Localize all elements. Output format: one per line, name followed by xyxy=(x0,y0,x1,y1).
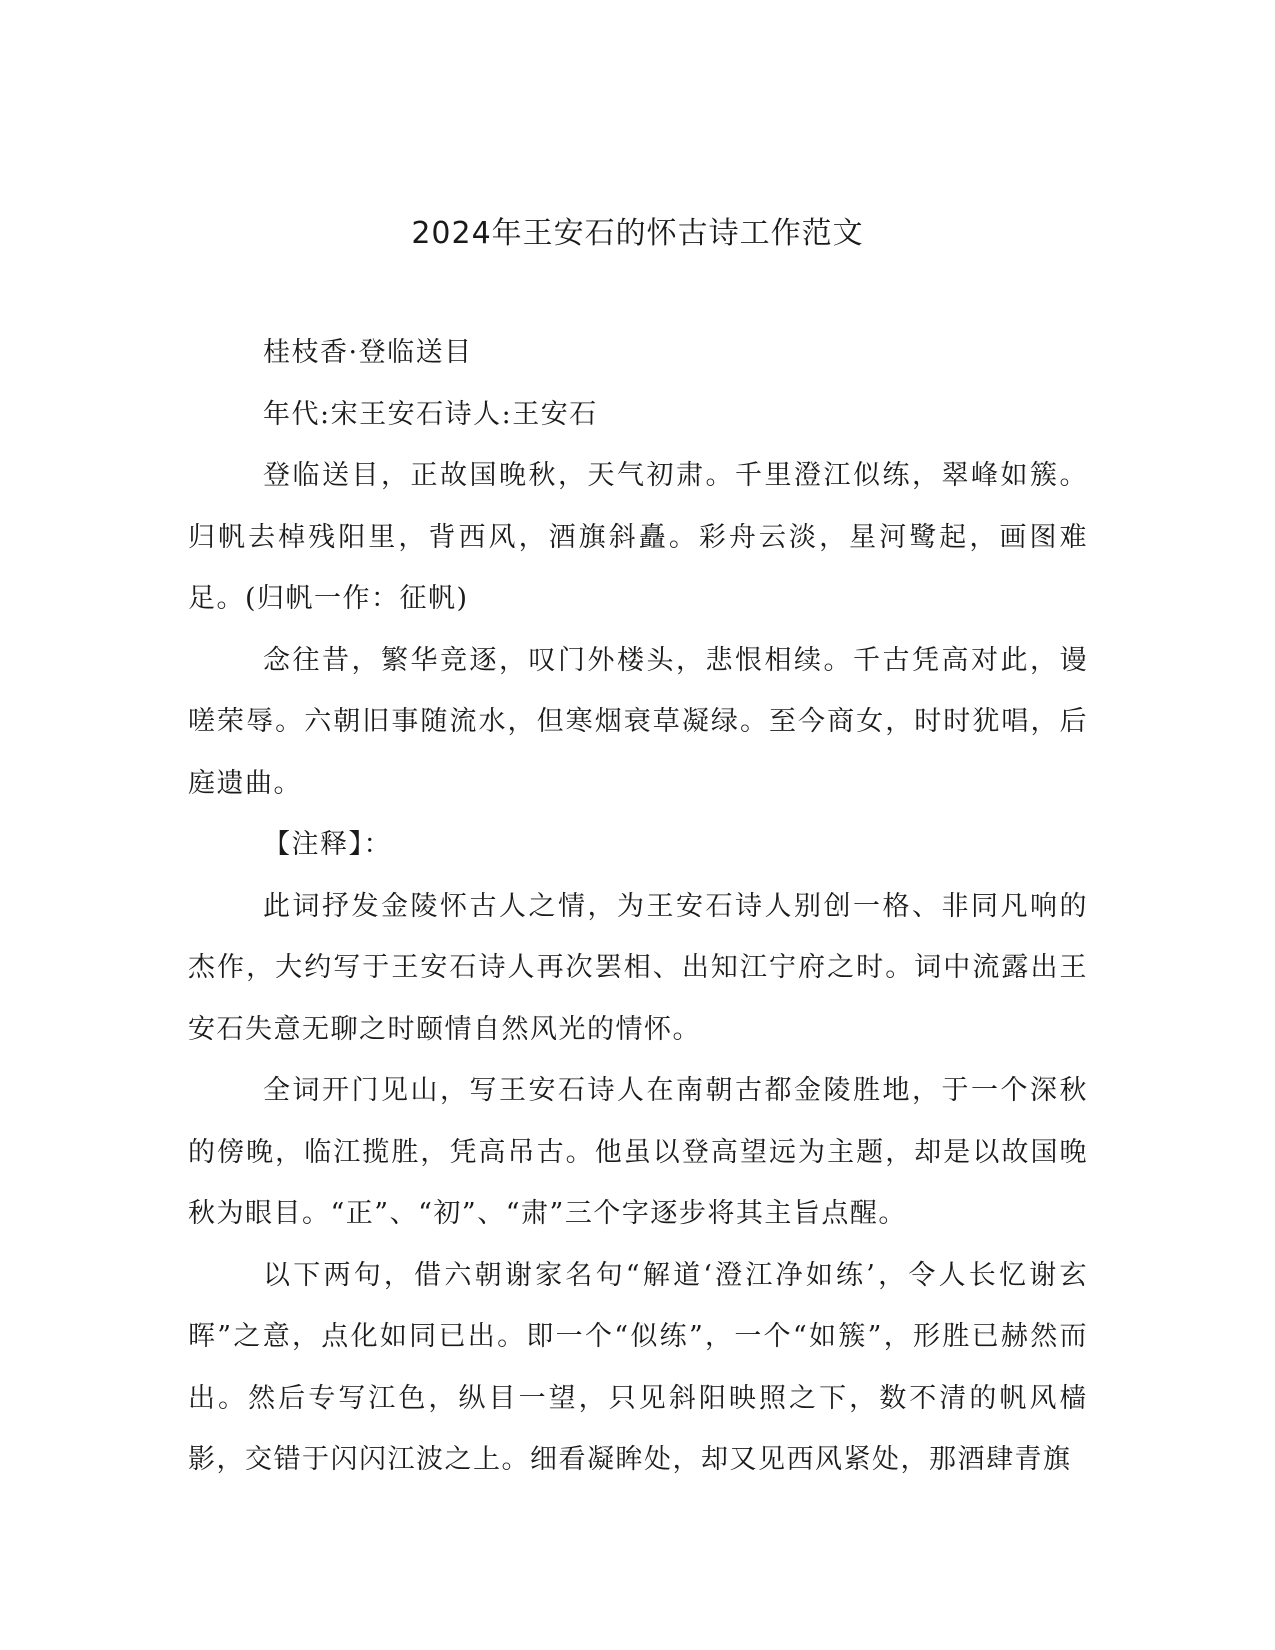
poem-title: 桂枝香·登临送目 xyxy=(263,337,473,368)
annotation-paragraph: 全词开门见山，写王安石诗人在南朝古都金陵胜地，于一个深秋的傍晚，临江揽胜，凭高吊古。他虽以登高望远为主题，却是以故国晚秋为眼目。“正”、“初”、“肃”三个字逐步将其主旨点醒。 xyxy=(188,1075,1088,1229)
document-body xyxy=(188,322,1088,1491)
annotation-paragraph: 以下两句，借六朝谢家名句“解道‘澄江净如练’，令人长忆谢玄晖”之意，点化如同已出。即一个“似练”，一个“如簇”，形胜已赫然而出。然后专写江色，纵目一望，只见斜阳映照之下，数不清的帆风樯影，交错于闪闪江波之上。细看凝眸处，却又见西风紧处，那酒肆青旗 xyxy=(188,1259,1088,1475)
poem-meta: 年代:宋王安石诗人:王安石 xyxy=(263,398,598,430)
poem-stanza-2: 念往昔，繁华竞逐，叹门外楼头，悲恨相续。千古凭高对此，谩嗟荣辱。六朝旧事随流水，但寒烟衰草凝绿。至今商女，时时犹唱，后庭遗曲。 xyxy=(188,644,1088,799)
poem-stanza-1: 登临送目，正故国晚秋，天气初肃。千里澄江似练，翠峰如簇。归帆去棹残阳里，背西风，酒旗斜矗。彩舟云淡，星河鹭起，画图难足。(归帆一作：征帆) xyxy=(188,460,1088,614)
annotation-paragraph: 此词抒发金陵怀古人之情，为王安石诗人别创一格、非同凡响的杰作，大约写于王安石诗人再次罢相、出知江宁府之时。词中流露出王安石失意无聊之时颐情自然风光的情怀。 xyxy=(188,890,1088,1045)
document-title: 2024年王安石的怀古诗工作范文 xyxy=(411,216,864,251)
annotation-heading: 【注释】： xyxy=(263,829,392,860)
